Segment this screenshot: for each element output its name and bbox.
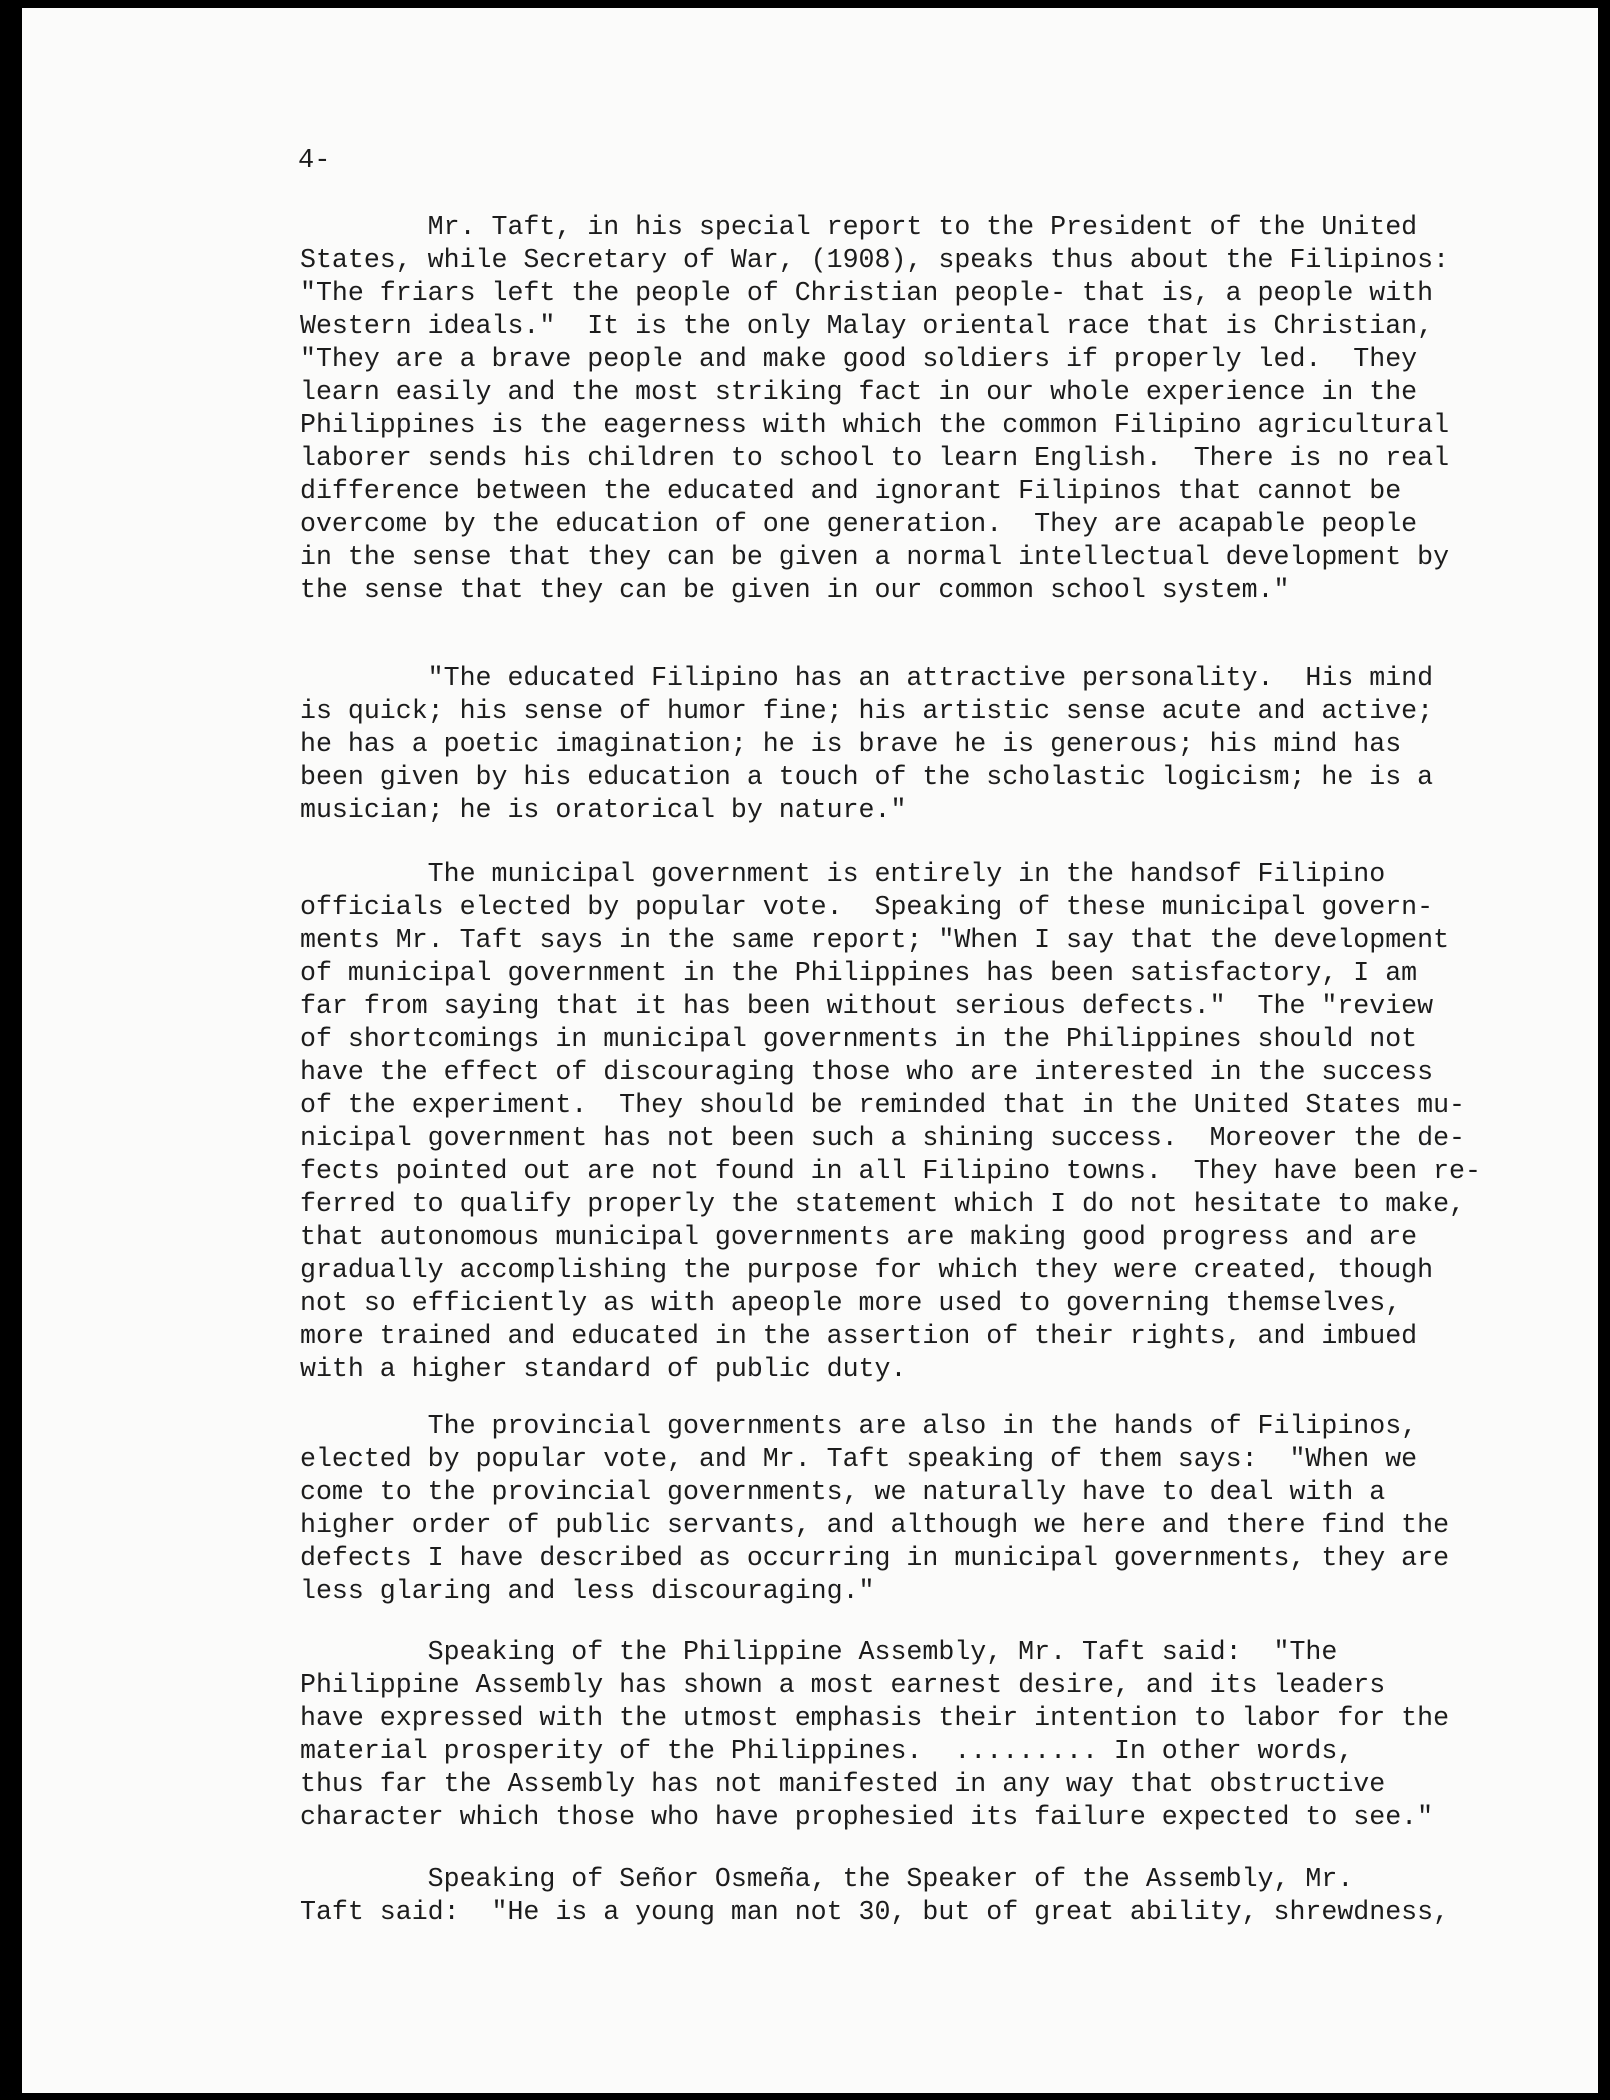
text-line: thus far the Assembly has not manifested in any way that obstructive <box>300 1769 1386 1799</box>
text-line: material prosperity of the Philippines. ......... In other words, <box>300 1736 1354 1766</box>
page-number: 4- <box>298 146 331 176</box>
text-line: in the sense that they can be given a normal intellectual development by <box>300 542 1450 572</box>
text-line: "They are a brave people and make good soldiers if properly led. They <box>300 344 1418 374</box>
paragraph-educated-filipino <box>300 662 1433 827</box>
text-line: "The educated Filipino has an attractive personality. His mind <box>300 663 1434 693</box>
text-line: defects I have described as occurring in municipal governments, they are <box>300 1543 1450 1573</box>
text-line: that autonomous municipal governments are making good progress and are <box>300 1222 1418 1252</box>
text-line: "The friars left the people of Christian people- that is, a people with <box>300 278 1434 308</box>
text-line: the sense that they can be given in our common school system." <box>300 575 1290 605</box>
paragraph-municipal-government <box>300 858 1481 1386</box>
document-page <box>22 8 1598 2093</box>
text-line: have expressed with the utmost emphasis their intention to labor for the <box>300 1703 1450 1733</box>
text-line: fects pointed out are not found in all Filipino towns. They have been re- <box>300 1156 1481 1186</box>
text-line: nicipal government has not been such a shining success. Moreover the de- <box>300 1123 1465 1153</box>
text-line: laborer sends his children to school to learn English. There is no real <box>300 443 1450 473</box>
text-line: Western ideals." It is the only Malay oriental race that is Christian, <box>300 311 1434 341</box>
text-line: overcome by the education of one generation. They are acapable people <box>300 509 1418 539</box>
text-line: less glaring and less discouraging." <box>300 1576 875 1606</box>
text-line: ments Mr. Taft says in the same report; "When I say that the development <box>300 925 1450 955</box>
paragraph-senor-osmena <box>300 1863 1449 1929</box>
text-line: more trained and educated in the assertion of their rights, and imbued <box>300 1321 1418 1351</box>
text-line: of municipal government in the Philippines has been satisfactory, I am <box>300 958 1418 988</box>
text-line: of the experiment. They should be reminded that in the United States mu- <box>300 1090 1465 1120</box>
text-line: Mr. Taft, in his special report to the President of the United <box>300 212 1418 242</box>
text-line: Speaking of the Philippine Assembly, Mr. Taft said: "The <box>300 1637 1338 1667</box>
text-line: gradually accomplishing the purpose for which they were created, though <box>300 1255 1434 1285</box>
text-line: Philippine Assembly has shown a most earnest desire, and its leaders <box>300 1670 1386 1700</box>
text-line: Philippines is the eagerness with which the common Filipino agricultural <box>300 410 1450 440</box>
paragraph-taft-report <box>300 211 1449 607</box>
text-line: The municipal government is entirely in the handsof Filipino <box>300 859 1386 889</box>
text-line: he has a poetic imagination; he is brave he is generous; his mind has <box>300 729 1402 759</box>
text-line: with a higher standard of public duty. <box>300 1354 907 1384</box>
text-line: character which those who have prophesied its failure expected to see." <box>300 1802 1434 1832</box>
text-line: difference between the educated and ignorant Filipinos that cannot be <box>300 476 1402 506</box>
text-line: Speaking of Señor Osmeña, the Speaker of the Assembly, Mr. <box>300 1864 1354 1894</box>
text-line: not so efficiently as with apeople more used to governing themselves, <box>300 1288 1402 1318</box>
text-line: musician; he is oratorical by nature." <box>300 795 907 825</box>
text-line: ferred to qualify properly the statement which I do not hesitate to make, <box>300 1189 1465 1219</box>
text-line: States, while Secretary of War, (1908), speaks thus about the Filipinos: <box>300 245 1450 275</box>
text-line: officials elected by popular vote. Speaking of these municipal govern- <box>300 892 1434 922</box>
text-line: learn easily and the most striking fact in our whole experience in the <box>300 377 1418 407</box>
text-line: far from saying that it has been without serious defects." The "review <box>300 991 1434 1021</box>
text-line: Taft said: "He is a young man not 30, but of great ability, shrewdness, <box>300 1897 1450 1927</box>
text-line: is quick; his sense of humor fine; his artistic sense acute and active; <box>300 696 1434 726</box>
paragraph-provincial-governments <box>300 1410 1449 1608</box>
text-line: come to the provincial governments, we naturally have to deal with a <box>300 1477 1386 1507</box>
text-line: been given by his education a touch of the scholastic logicism; he is a <box>300 762 1434 792</box>
text-line: The provincial governments are also in the hands of Filipinos, <box>300 1411 1418 1441</box>
paragraph-philippine-assembly <box>300 1636 1449 1834</box>
text-line: higher order of public servants, and although we here and there find the <box>300 1510 1450 1540</box>
text-line: of shortcomings in municipal governments in the Philippines should not <box>300 1024 1418 1054</box>
text-line: have the effect of discouraging those who are interested in the success <box>300 1057 1434 1087</box>
text-line: elected by popular vote, and Mr. Taft speaking of them says: "When we <box>300 1444 1418 1474</box>
